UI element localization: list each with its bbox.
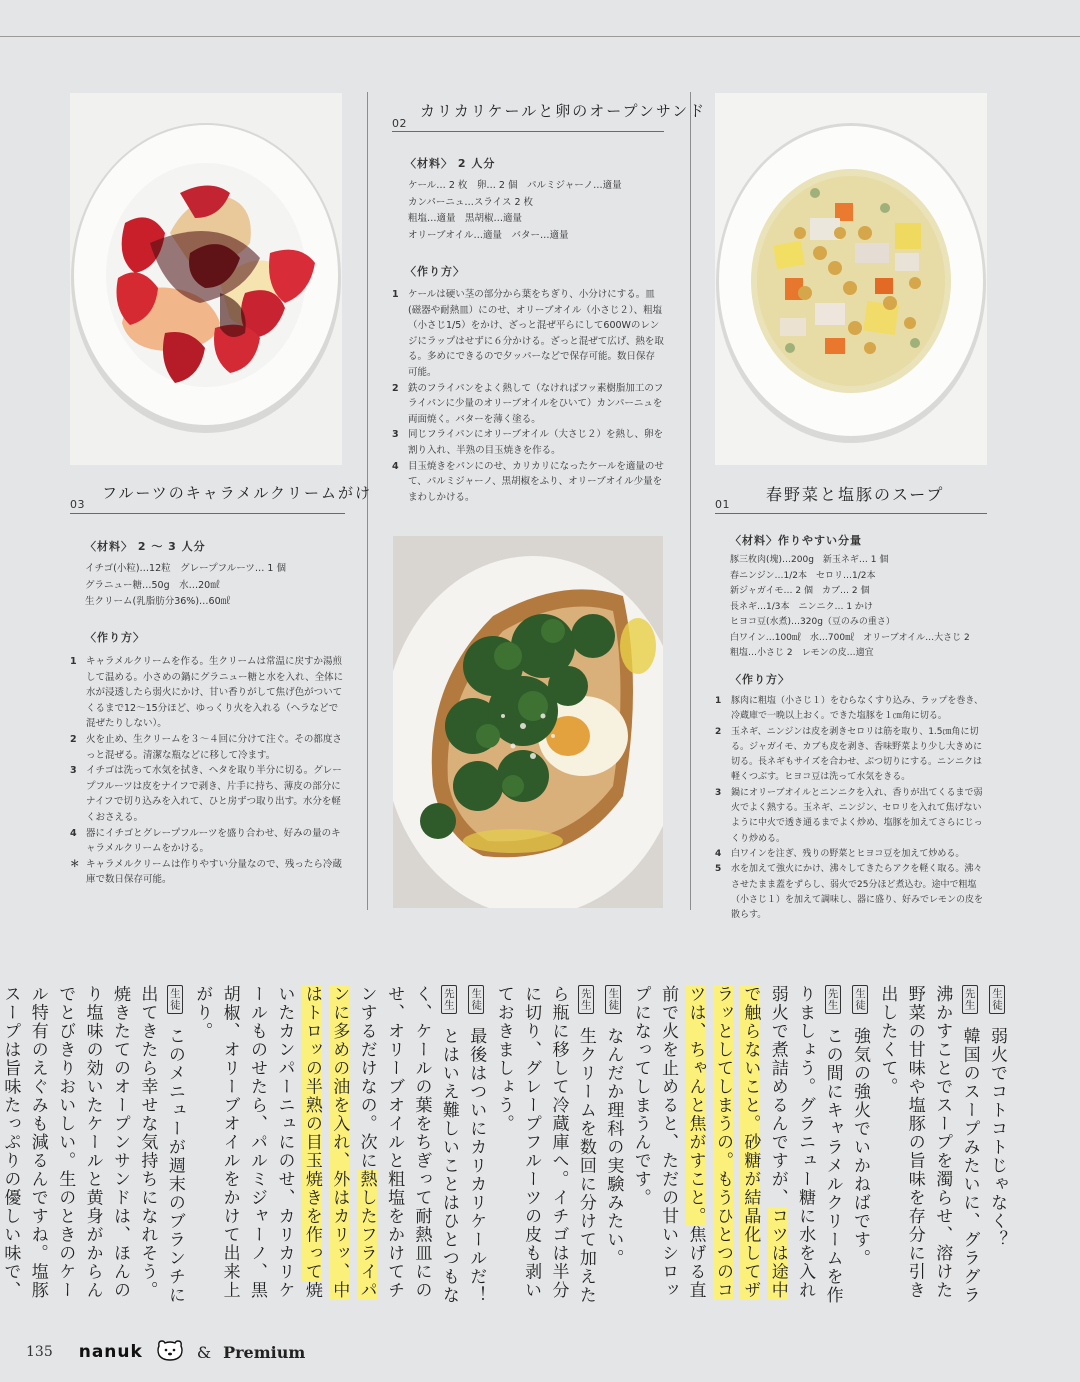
conversation-text [0, 985, 1010, 1315]
ingredients-list: イチゴ(小粒)…12粒 グレープフルーツ… 1 個 グラニュー糖…50g 水…20㎖ 生クリーム(乳脂肪分36%)…60㎖ [85, 563, 286, 607]
materials-heading: 〈材料〉作りやすい分量 [730, 534, 862, 547]
method-steps [70, 654, 346, 888]
dialogue-line: 先生 生クリームを数回に分けて加えたら瓶に移して冷蔵庫へ。イチゴは半分に切り、グレープフルーツの皮も剥いておきましょう。 [493, 985, 596, 1305]
step-item: 4 器にイチゴとグレープフルーツを盛り合わせ、好みの量のキャラメルクリームをかける。 [70, 827, 341, 855]
method-heading: 〈作り方〉 [85, 631, 145, 644]
ingredients-list: 豚三枚肉(塊)…200g 新玉ネギ… 1 個 春ニンジン…1/2本 セロリ…1/2本 新ジャガイモ… 2 個 カブ… 2 個 長ネギ…1/3本 ニンニク… 1 かけ ヒヨコ豆(水煮)…320g（豆のみの重さ） 白ワイン…100㎖ 水…700㎖ オリーブオイル…大さじ 2 粗塩…小さじ 2 レモンの皮…適宜 [730, 555, 970, 658]
step-item: 4 白ワインを注ぎ、残りの野菜とヒヨコ豆を加えて炒める。 [715, 848, 965, 859]
premium-logo: Premium [223, 1342, 306, 1362]
title-rule [70, 513, 345, 514]
speaker-tag: 生徒 [852, 985, 868, 1014]
speaker-tag: 生徒 [468, 985, 484, 1014]
page-footer [26, 1340, 305, 1364]
speaker-tag: 生徒 [605, 985, 621, 1014]
title-rule [715, 513, 987, 514]
dialogue-line: 先生 この間にキャラメルクリームを作りましょう。グラニュー糖に水を入れ弱火で煮詰めるんですが、コツは途中で触らないこと。砂糖が結晶化してザラッとしてしまうの。もうひとつのコツは、ちゃんと焦がすこと。焦げる直前で火を止めると、ただの甘いシロップになってしまうんです。 [630, 985, 843, 1305]
step-item: 1 豚肉に粗塩（小さじ１）をむらなくすり込み、ラップを巻き、冷蔵庫で一晩以上おく。できた塩豚を１㎝角に切る。 [715, 696, 984, 722]
page-number: 135 [26, 1344, 53, 1360]
spring-vegetable-soup-photo [715, 93, 987, 465]
dialogue-line: 先生 とはいえ難しいことはひとつもなく、ケールの葉をちぎって耐熱皿にのせ、オリーブオイルと粗塩をかけてチンするだけなの。次に熱したフライパンに多めの油を入れ、外はカリッ、中はトロッの半熟の目玉焼きを作って焼いたカンパーニュにのせ、カリカリケールものせたら、パルミジャーノ、黒胡椒、オリーブオイルをかけて出来上がり。 [192, 985, 459, 1305]
highlight: 熱したフライパンに多めの油を入れ、外はカリッ、中はトロッの半熟の目玉焼きを作って [301, 985, 377, 1300]
speaker-tag: 先生 [441, 985, 457, 1014]
step-item: 3 鍋にオリーブオイルとニンニクを入れ、香りが出てくるまで弱火でよく熱する。玉ネギ、ニンジン、セロリを入れて焦げないように中火で透き通るまでよく炒め、塩豚を加えてさらにじっくり炒める。 [715, 787, 983, 844]
bear-icon [155, 1338, 185, 1366]
step-item: 1 キャラメルクリームを作る。生クリームは常温に戻すか湯煎して温める。小さめの鍋にグラニュー糖と水を入れ、全体に水が浸透したら弱火にかけ、甘い香りがして焦げ色がついてくるまで12〜15分ほど、ゆっくり火を入れる（ヘラなどで混ぜたりしない）。 [70, 656, 344, 730]
recipe-title: カリカリケールと卵のオープンサンド [420, 102, 707, 120]
step-item: 3 イチゴは洗って水気を拭き、ヘタを取り半分に切る。グレープフルーツは皮をナイフで剥き、片手に持ち、薄皮の部分にナイフで切り込みを入れて、ひと房ずつ取り出す。水分を軽くおさえる。 [70, 765, 342, 823]
step-item: 5 水を加えて強火にかけ、沸々してきたらアクを軽く取る。沸々させたまま蓋をずらし、弱火で25分ほど煮込む。途中で粗塩（小さじ１）を加えて調味し、器に盛り、好みでレモンの皮を散らす。 [715, 864, 984, 921]
ingredients-list: ケール… 2 枚 卵… 2 個 パルミジャーノ…適量 カンパーニュ…スライス 2 枚 粗塩…適量 黒胡椒…適量 オリーブオイル…適量 バター…適量 [408, 180, 622, 241]
step-item: ＊ キャラメルクリームは作りやすい分量なので、残ったら冷蔵庫で数日保存可能。 [70, 858, 342, 886]
title-rule [392, 131, 664, 132]
speaker-tag: 先生 [578, 985, 594, 1014]
step-item: 3 同じフライパンにオリーブオイル（大さじ２）を熱し、卵を割り入れ、半熟の目玉焼きを作る。 [392, 429, 663, 456]
column-divider [690, 92, 691, 910]
materials-heading: 〈材料〉 2 〜 3 人分 [85, 540, 206, 553]
top-rule [0, 36, 1080, 37]
open-sandwich-photo [393, 536, 663, 908]
step-item: 2 火を止め、生クリームを３〜４回に分けて注ぐ。その都度さっと混ぜる。清潔な瓶などに移して冷ます。 [70, 733, 342, 761]
speaker-tag: 生徒 [989, 985, 1005, 1014]
method-heading: 〈作り方〉 [405, 265, 465, 278]
ampersand: & [196, 1342, 212, 1362]
dialogue-line: 生徒 このメニューが週末のブランチに出てきたら幸せな気持ちになれそう。焼きたてのオープンサンドは、ほんのり塩味の効いたケールと黄身がからんでとびきりおいしい。生のときのケール特有のえぐみも減るんですね。塩豚スープは旨味たっぷりの優しい味で、 [0, 985, 185, 1305]
brand-logo: nanuk [78, 1342, 143, 1362]
step-item: 2 鉄のフライパンをよく熱して（なければフッ素樹脂加工のフライパンに少量のオリーブオイルをひいて）カンパーニュを両面焼く。バターを薄く塗る。 [392, 382, 664, 425]
method-steps [715, 694, 990, 923]
fruit-caramel-photo [70, 93, 342, 465]
recipe-number: 01 [715, 498, 730, 511]
recipe-number: 02 [392, 117, 407, 130]
dialogue-line: 生徒 強気の強火でいかねばです。 [846, 985, 873, 1315]
materials-heading: 〈材料〉 2 人分 [405, 157, 496, 170]
speaker-tag: 先生 [825, 985, 841, 1014]
step-item: 2 玉ネギ、ニンジンは皮を剥きセロリは筋を取り、1.5㎝角に切る。ジャガイモ、カブも皮を剥き、香味野菜より少し大きめに切る。長ネギもサイズを合わせ、ぶつ切りにする。ニンニクは軽くつぶす。ヒヨコ豆は洗って水気をきる。 [715, 726, 983, 783]
recipe-number: 03 [70, 498, 85, 511]
dialogue-line: 生徒 なんだか理科の実験みたい。 [599, 985, 626, 1315]
step-item: 1 ケールは硬い茎の部分から葉をちぎり、小分けにする。皿(磁器や耐熱皿）にのせ、オリーブオイル（小さじ２）、粗塩（小さじ1/5）をかけ、ざっと混ぜ平らにして600Wのレンジにラップはせずに６分かける。ざっと混ぜて広げ、熱を取る。多めにできるので夕ッパーなどで保存可能。数日保存可能。 [392, 289, 664, 378]
speaker-tag: 先生 [962, 985, 978, 1014]
dialogue-line: 先生 韓国のスープみたいに、グラグラ沸かすことでスープを濁らせ、溶けた野菜の甘味や塩豚の旨味を存分に引き出したくて。 [877, 985, 980, 1305]
speaker-tag: 生徒 [167, 985, 183, 1014]
dialogue-line: 生徒 弱火でコトコトじゃなく？ [983, 985, 1010, 1315]
step-item: 4 目玉焼きをパンにのせ、カリカリになったケールを適量のせて、パルミジャーノ、黒胡椒をふり、オリーブオイル少量をまわしかける。 [392, 460, 664, 503]
recipe-title: 春野菜と塩豚のスープ [766, 485, 945, 504]
method-heading: 〈作り方〉 [730, 673, 790, 686]
highlight: コツは途中で触らないこと。砂糖が結晶化してザラッとしてしまうの。もうひとつのコツは、ちゃんと焦がすこと。 [685, 985, 788, 1300]
recipe-title: フルーツのキャラメルクリームがけ [102, 484, 373, 502]
method-steps [392, 287, 664, 505]
dialogue-line: 生徒 最後はついにカリカリケールだ！ [462, 985, 489, 1315]
